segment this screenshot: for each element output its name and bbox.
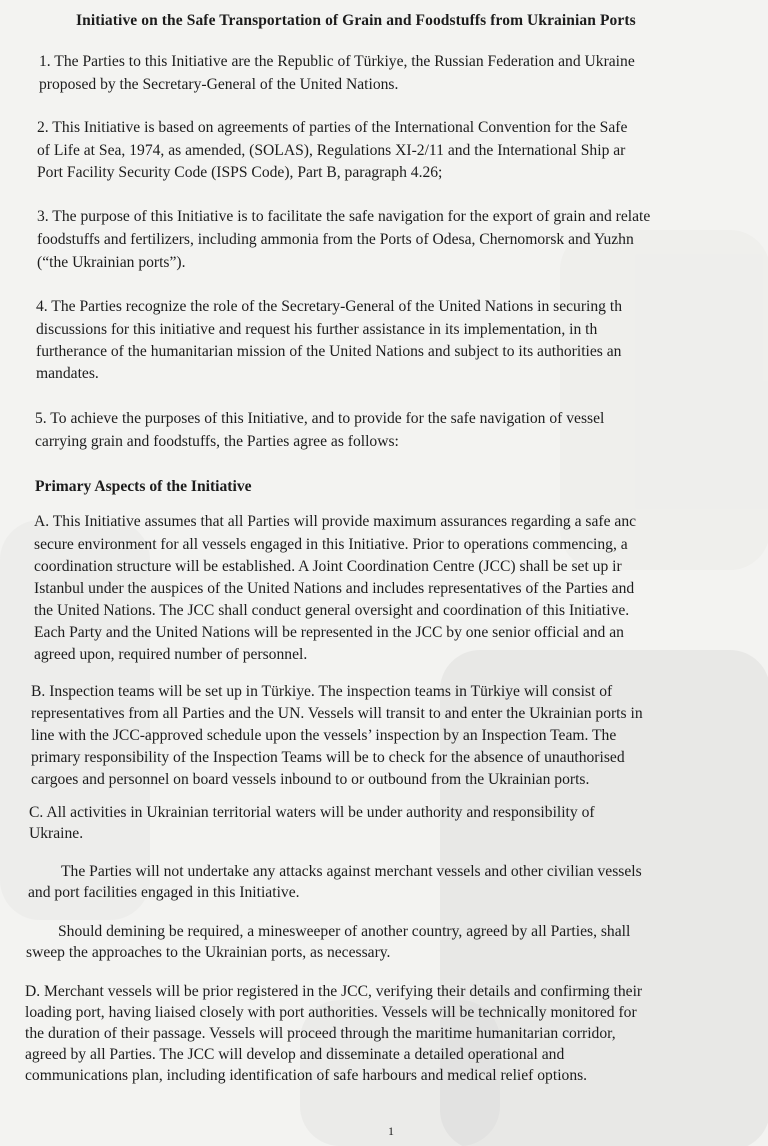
paragraph-line: furtherance of the humanitarian mission of the United Nations and subject to its authorities an: [36, 343, 622, 360]
paragraph-line: 5. To achieve the purposes of this Initiative, and to provide for the safe navigation of vessel: [35, 410, 605, 427]
paragraph-line: sweep the approaches to the Ukrainian ports, as necessary.: [26, 944, 391, 961]
paragraph-line: the duration of their passage. Vessels will proceed through the maritime humanitarian corridor,: [25, 1025, 616, 1042]
paragraph-line: carrying grain and foodstuffs, the Parties agree as follows:: [35, 433, 399, 450]
paragraph-line: (“the Ukrainian ports”).: [37, 254, 186, 271]
document-title: Initiative on the Safe Transportation of Grain and Foodstuffs from Ukrainian Ports: [76, 12, 636, 29]
paragraph-line: primary responsibility of the Inspection Teams will be to check for the absence of unauthorised: [31, 749, 625, 766]
paragraph-line: B. Inspection teams will be set up in Türkiye. The inspection teams in Türkiye will consist of: [31, 683, 613, 700]
paragraph-line: coordination structure will be established. A Joint Coordination Centre (JCC) shall be set up ir: [34, 558, 622, 575]
paragraph-line: Should demining be required, a minesweeper of another country, agreed by all Parties, shall: [58, 923, 631, 940]
paragraph-line: 1. The Parties to this Initiative are the Republic of Türkiye, the Russian Federation and Ukraine: [39, 53, 635, 70]
paragraph-line: Port Facility Security Code (ISPS Code), Part B, paragraph 4.26;: [37, 164, 443, 181]
paragraph-line: secure environment for all vessels engaged in this Initiative. Prior to operations commencing, a: [34, 536, 628, 553]
paragraph-line: representatives from all Parties and the UN. Vessels will transit to and enter the Ukrainian ports in: [31, 705, 643, 722]
paragraph-line: Ukraine.: [29, 825, 84, 842]
paragraph-line: discussions for this initiative and request his further assistance in its implementation, in th: [36, 321, 598, 338]
paragraph-line: A. This Initiative assumes that all Parties will provide maximum assurances regarding a safe anc: [34, 513, 637, 530]
page-number: 1: [388, 1124, 394, 1138]
paragraph-line: loading port, having liaised closely with port authorities. Vessels will be technically monitored for: [25, 1004, 637, 1021]
paragraph-line: Istanbul under the auspices of the United Nations and includes representatives of the Parties and: [34, 580, 635, 597]
paragraph-line: cargoes and personnel on board vessels inbound to or outbound from the Ukrainian ports.: [31, 771, 590, 788]
paragraph-line: D. Merchant vessels will be prior registered in the JCC, verifying their details and confirming their: [25, 983, 643, 1000]
section-heading: Primary Aspects of the Initiative: [35, 478, 252, 495]
paragraph-line: the United Nations. The JCC shall conduct general oversight and coordination of this Initiative.: [34, 602, 630, 619]
paragraph-line: Each Party and the United Nations will be represented in the JCC by one senior official and an: [34, 624, 624, 641]
paragraph-line: 3. The purpose of this Initiative is to facilitate the safe navigation for the export of grain and relate: [37, 208, 651, 225]
paragraph-line: 2. This Initiative is based on agreements of parties of the International Convention for the Safe: [37, 119, 628, 136]
paragraph-line: proposed by the Secretary-General of the United Nations.: [39, 76, 399, 93]
paragraph-line: and port facilities engaged in this Initiative.: [28, 884, 300, 901]
paragraph-line: agreed by all Parties. The JCC will develop and disseminate a detailed operational and: [25, 1046, 565, 1063]
paragraph-line: line with the JCC-approved schedule upon the vessels’ inspection by an Inspection Team. The: [31, 727, 617, 744]
paragraph-line: foodstuffs and fertilizers, including ammonia from the Ports of Odesa, Chernomorsk and Yuzhn: [37, 231, 634, 248]
paragraph-line: C. All activities in Ukrainian territorial waters will be under authority and responsibility of: [29, 804, 595, 821]
paragraph-line: communications plan, including identification of safe harbours and medical relief options.: [25, 1067, 588, 1084]
paragraph-line: agreed upon, required number of personnel.: [34, 646, 308, 663]
paragraph-line: mandates.: [36, 365, 99, 382]
paragraph-line: The Parties will not undertake any attacks against merchant vessels and other civilian vessels: [61, 863, 642, 880]
paragraph-line: of Life at Sea, 1974, as amended, (SOLAS), Regulations XI-2/11 and the International Ship ar: [37, 142, 626, 159]
paragraph-line: 4. The Parties recognize the role of the Secretary-General of the United Nations in securing th: [36, 298, 622, 315]
